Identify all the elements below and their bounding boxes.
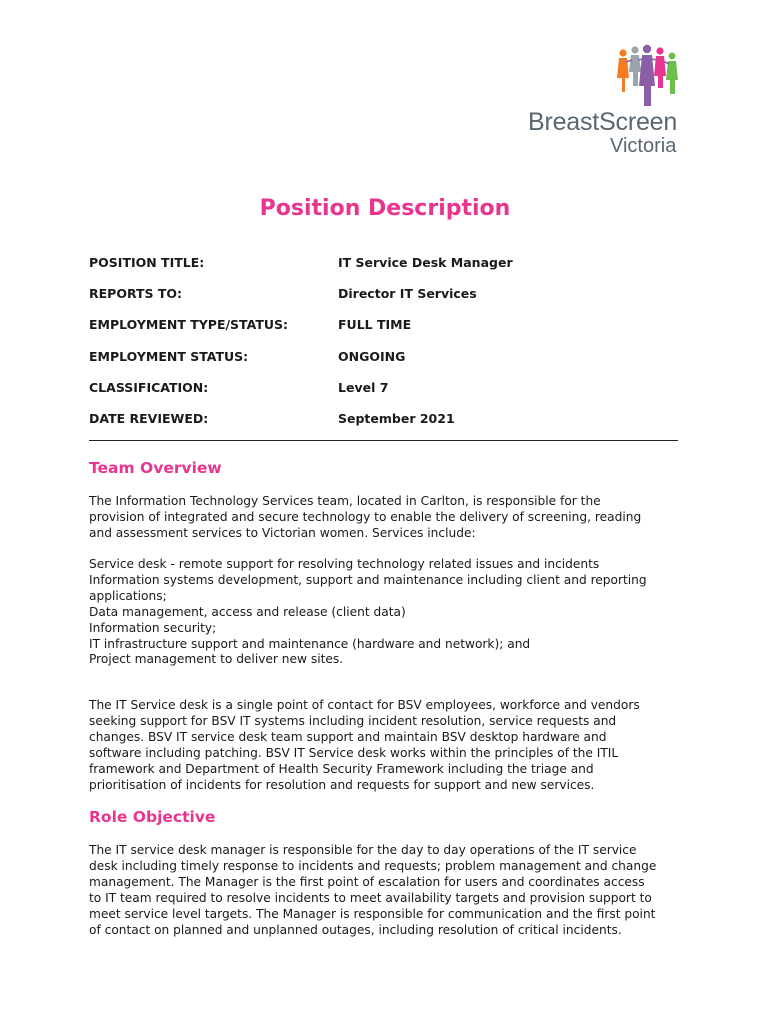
- page-title: Position Description: [259, 196, 511, 221]
- detail-label: EMPLOYMENT TYPE/STATUS:: [89, 317, 288, 333]
- section-divider: [89, 440, 678, 441]
- detail-row-position-title: [89, 255, 679, 286]
- paragraph-line: and assessment services to Victorian women. Services include:: [89, 525, 476, 540]
- detail-value: FULL TIME: [338, 317, 412, 333]
- paragraph-line: seeking support for BSV IT systems including incident resolution, service requests and: [89, 713, 617, 728]
- detail-value: ONGOING: [338, 348, 406, 364]
- detail-label: CLASSIFICATION:: [89, 379, 209, 395]
- role-objective-paragraph: [89, 843, 689, 938]
- detail-row-classification: [89, 380, 679, 411]
- detail-value: IT Service Desk Manager: [338, 255, 513, 270]
- breastscreen-logo: [526, 40, 686, 160]
- paragraph-line: provision of integrated and secure technology to enable the delivery of screening, reading: [89, 509, 642, 524]
- paragraph-line: management. The Manager is the first point of escalation for users and coordinates access: [89, 874, 645, 889]
- detail-label: POSITION TITLE:: [89, 255, 205, 270]
- service-item: Service desk - remote support for resolving technology related issues and incidents: [89, 557, 600, 571]
- detail-label: DATE REVIEWED:: [89, 410, 209, 426]
- paragraph-line: meet service level targets. The Manager is responsible for communication and the first point: [89, 906, 656, 921]
- team-overview-heading: Team Overview: [89, 459, 222, 477]
- role-objective-heading: Role Objective: [89, 808, 216, 826]
- detail-label: REPORTS TO:: [89, 286, 183, 302]
- paragraph-line: changes. BSV IT service desk team support and maintain BSV desktop hardware and: [89, 729, 607, 744]
- team-overview-paragraph: [89, 494, 689, 542]
- service-desk-paragraph: [89, 698, 689, 793]
- paragraph-line: framework and Department of Health Security Framework including the triage and: [89, 761, 594, 776]
- paragraph-line: The IT Service desk is a single point of contact for BSV employees, workforce and vendors: [89, 698, 640, 712]
- detail-row-date-reviewed: [89, 411, 679, 442]
- detail-row-employment-status: [89, 349, 679, 380]
- paragraph-line: to IT team required to resolve incidents to meet availability targets and provision support to: [89, 890, 652, 905]
- women-figures-logo-icon: [614, 42, 684, 110]
- detail-value: Level 7: [338, 379, 389, 395]
- service-item: Project management to deliver new sites.: [89, 652, 344, 667]
- service-item: IT infrastructure support and maintenance (hardware and network); and: [89, 636, 531, 651]
- detail-row-reports-to: [89, 286, 679, 317]
- paragraph-line: desk including timely response to incidents and requests; problem management and change: [89, 858, 657, 873]
- detail-value: September 2021: [338, 410, 455, 426]
- detail-value: Director IT Services: [338, 286, 477, 302]
- logo-brand-subtext: Victoria: [610, 135, 677, 157]
- paragraph-line: The IT service desk manager is responsible for the day to day operations of the IT service: [89, 843, 637, 857]
- paragraph-line: The Information Technology Services team, located in Carlton, is responsible for the: [89, 494, 601, 508]
- service-item: Information security;: [89, 620, 217, 635]
- paragraph-line: software including patching. BSV IT Service desk works within the principles of the ITIL: [89, 745, 619, 760]
- service-item: applications;: [89, 588, 167, 603]
- position-details-table: [89, 255, 679, 442]
- detail-row-employment-type: [89, 317, 679, 348]
- service-item: Information systems development, support and maintenance including client and reporting: [89, 572, 647, 587]
- service-item: Data management, access and release (client data): [89, 604, 406, 619]
- services-list: [89, 557, 689, 668]
- logo-brand-text: BreastScreen: [528, 108, 678, 136]
- detail-label: EMPLOYMENT STATUS:: [89, 348, 249, 364]
- paragraph-line: prioritisation of incidents for resolution and requests for support and new services.: [89, 777, 595, 792]
- paragraph-line: of contact on planned and unplanned outages, including resolution of critical incidents.: [89, 922, 622, 937]
